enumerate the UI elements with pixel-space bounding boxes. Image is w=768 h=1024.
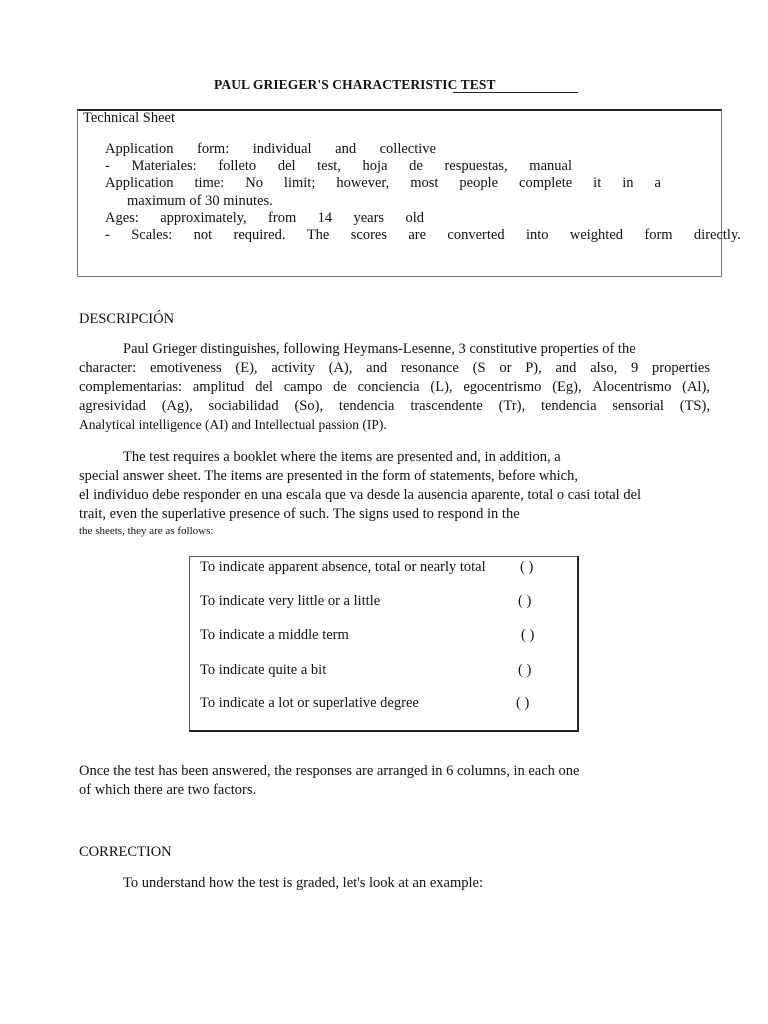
- sign-label-superlative: To indicate a lot or superlative degree: [200, 695, 419, 711]
- after-signs-line-1: Once the test has been answered, the responses are arranged in 6 columns, in each one: [79, 763, 580, 779]
- tech-word: collective: [379, 141, 436, 157]
- description-line-3: [79, 379, 710, 396]
- desc-word: and: [555, 360, 577, 376]
- desc-word: agresividad: [79, 398, 146, 414]
- tech-word: Scales:: [131, 227, 173, 243]
- tech-word: old: [405, 210, 424, 226]
- desc-word: (Eg),: [552, 379, 582, 395]
- tech-word: form:: [197, 141, 230, 157]
- tech-word: form: [644, 227, 673, 243]
- tech-word: individual: [252, 141, 312, 157]
- sign-mark-superlative: ( ): [516, 695, 530, 711]
- desc-word: (Ag),: [161, 398, 193, 414]
- correction-heading: CORRECTION: [79, 844, 172, 860]
- desc-word: de: [333, 379, 347, 395]
- desc-word: conciencia: [357, 379, 420, 395]
- desc-word: (S: [472, 360, 486, 376]
- desc-word: amplitud: [192, 379, 245, 395]
- tech-word: Application: [105, 141, 174, 157]
- tech-word: maximum of 30 minutes.: [127, 193, 273, 209]
- desc-word: del: [255, 379, 273, 395]
- tech-word: folleto: [218, 158, 257, 174]
- tech-word: people: [459, 175, 499, 191]
- desc-word: tendencia: [540, 398, 597, 414]
- desc-word: campo: [283, 379, 323, 395]
- tech-word: approximately,: [160, 210, 247, 226]
- desc-word: properties: [652, 360, 710, 376]
- tech-line-scales: [105, 227, 741, 244]
- tech-line-application-time: [105, 175, 661, 192]
- desc-word: (Tr),: [498, 398, 526, 414]
- tech-word: manual: [529, 158, 572, 174]
- description-line-2: [79, 360, 710, 377]
- after-signs-line-2: of which there are two factors.: [79, 782, 257, 798]
- tech-word: and: [335, 141, 357, 157]
- tech-word: years: [353, 210, 385, 226]
- tech-word: Ages:: [105, 210, 139, 226]
- sign-mark-middle-term: ( ): [521, 627, 535, 643]
- desc-word: and: [366, 360, 388, 376]
- desc-word: sociabilidad: [208, 398, 279, 414]
- tech-word: The: [306, 227, 330, 243]
- tech-word: not: [193, 227, 213, 243]
- description-line-4: [79, 398, 710, 415]
- sign-mark-quite-a-bit: ( ): [518, 662, 532, 678]
- tech-word: 14: [317, 210, 333, 226]
- tech-word: from: [268, 210, 297, 226]
- tech-word: limit;: [283, 175, 316, 191]
- tech-word: scores: [350, 227, 387, 243]
- tech-word: however,: [336, 175, 390, 191]
- tech-word: Materiales:: [131, 158, 197, 174]
- tech-word: weighted: [569, 227, 624, 243]
- tech-word: are: [408, 227, 427, 243]
- description-line-1: Paul Grieger distinguishes, following Heymans-Lesenne, 3 constitutive properties of the: [123, 341, 636, 357]
- desc-word: P),: [525, 360, 542, 376]
- tech-word: into: [525, 227, 549, 243]
- sign-label-very-little: To indicate very little or a little: [200, 593, 381, 609]
- correction-text: To understand how the test is graded, let's look at an example:: [123, 875, 483, 891]
- document-title: PAUL GRIEGER'S CHARACTERISTIC TEST: [214, 77, 496, 92]
- tech-word: time:: [194, 175, 225, 191]
- description-line-5: Analytical intelligence (AI) and Intellectual passion (IP).: [79, 417, 387, 432]
- sign-label-middle-term: To indicate a middle term: [200, 627, 349, 643]
- tech-word: it: [593, 175, 602, 191]
- technical-sheet-label: Technical Sheet: [83, 110, 175, 126]
- tech-line-ages: [105, 210, 424, 227]
- desc-word: (E),: [235, 360, 258, 376]
- desc-word: activity: [271, 360, 315, 376]
- tech-word: required.: [233, 227, 286, 243]
- desc-word: 9: [630, 360, 639, 376]
- tech-word: del: [277, 158, 296, 174]
- desc-word: egocentrismo: [463, 379, 542, 395]
- desc-word: also,: [590, 360, 618, 376]
- desc-word: Alocentrismo: [592, 379, 672, 395]
- para2-line-4: trait, even the superlative presence of such. The signs used to respond in the: [79, 506, 520, 522]
- desc-word: sensorial: [612, 398, 664, 414]
- tech-word: hoja: [362, 158, 388, 174]
- tech-word: in: [622, 175, 634, 191]
- tech-word: converted: [447, 227, 505, 243]
- desc-word: (A),: [328, 360, 353, 376]
- tech-word: -: [105, 158, 110, 174]
- desc-word: tendencia: [338, 398, 395, 414]
- tech-word: directly.: [693, 227, 741, 243]
- description-heading: DESCRIPCIÓN: [79, 311, 175, 327]
- para2-line-5: the sheets, they are as follows:: [79, 525, 214, 537]
- desc-word: complementarias:: [79, 379, 183, 395]
- desc-word: (L),: [430, 379, 453, 395]
- sign-mark-absence: ( ): [520, 559, 534, 575]
- tech-word: test,: [317, 158, 341, 174]
- tech-word: a: [654, 175, 661, 191]
- sign-mark-very-little: ( ): [518, 593, 532, 609]
- para2-line-3: el individuo debe responder en una escala que va desde la ausencia aparente, total o casi total del: [79, 487, 642, 503]
- tech-word: most: [410, 175, 439, 191]
- tech-line-maximum: [127, 193, 273, 210]
- tech-word: Application: [105, 175, 174, 191]
- desc-word: (So),: [294, 398, 324, 414]
- tech-word: respuestas,: [444, 158, 508, 174]
- desc-word: or: [499, 360, 512, 376]
- desc-word: (Al),: [682, 379, 710, 395]
- para2-line-2: special answer sheet. The items are presented in the form of statements, before which,: [79, 468, 578, 484]
- desc-word: trascendente: [410, 398, 483, 414]
- sign-label-absence: To indicate apparent absence, total or nearly total: [200, 559, 486, 575]
- title-underline: [453, 92, 578, 93]
- tech-word: de: [409, 158, 423, 174]
- sign-label-quite-a-bit: To indicate quite a bit: [200, 662, 327, 678]
- tech-word: -: [105, 227, 110, 243]
- desc-word: character:: [79, 360, 137, 376]
- desc-word: resonance: [400, 360, 459, 376]
- para2-line-1: The test requires a booklet where the items are presented and, in addition, a: [123, 449, 561, 465]
- tech-word: No: [245, 175, 263, 191]
- desc-word: emotiveness: [149, 360, 222, 376]
- tech-word: complete: [519, 175, 573, 191]
- tech-line-materiales: [105, 158, 572, 175]
- desc-word: (TS),: [679, 398, 710, 414]
- tech-line-application-form: [105, 141, 436, 158]
